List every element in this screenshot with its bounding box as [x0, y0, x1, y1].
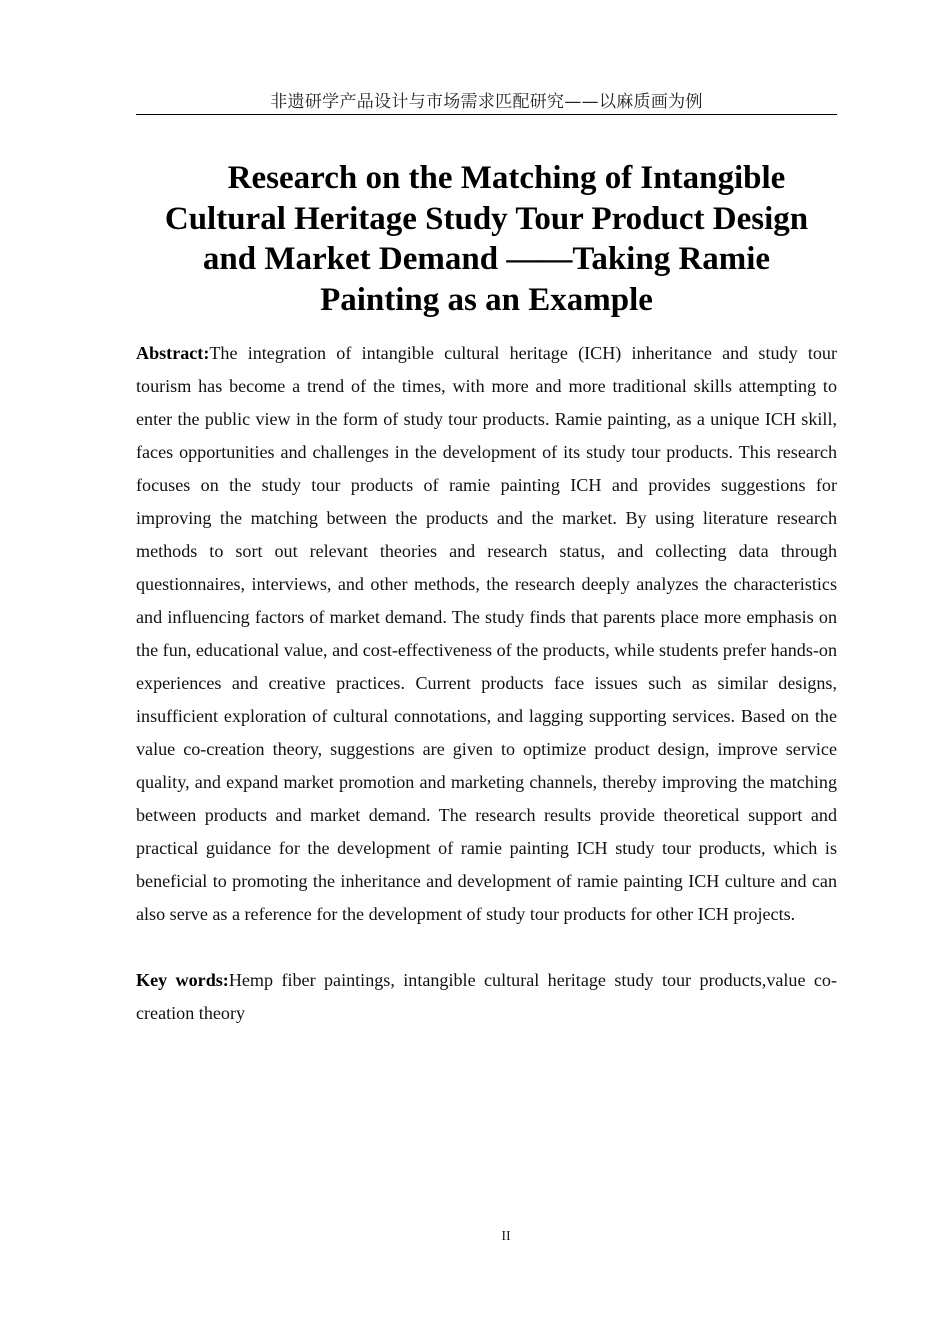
- abstract-label: Abstract:: [136, 343, 210, 363]
- title-line-2: Cultural Heritage Study Tour Product Design: [164, 200, 809, 237]
- paper-title: [136, 158, 837, 320]
- keywords-text: Hemp fiber paintings, intangible cultural heritage study tour products,value co-creation theory: [136, 970, 837, 1023]
- title-line-4: Painting as an Example: [320, 281, 653, 318]
- abstract-text: The integration of intangible cultural heritage (ICH) inheritance and study tour tourism has become a trend of the times, with more and more traditional skills attempting to enter the public view in the form of study tour products. Ramie painting, as a unique ICH skill, faces opportunities and challenges in the development of its study tour products. This research focuses on the study tour products of ramie painting ICH and provides suggestions for improving the matching between the products and the market. By using literature research methods to sort out relevant theories and research status, and collecting data through questionnaires, interviews, and other methods, the research deeply analyzes the characteristics and influencing factors of market demand. The study finds that parents place more emphasis on the fun, educational value, and cost-effectiveness of the products, while students prefer hands-on experiences and creative practices. Current products face issues such as similar designs, insufficient exploration of cultural connotations, and lagging supporting services. Based on the value co-creation theory, suggestions are given to optimize product design, improve service quality, and expand market promotion and marketing channels, thereby improving the matching between products and market demand. The research results provide theoretical support and practical guidance for the development of ramie painting ICH study tour products, which is beneficial to promoting the inheritance and development of ramie painting ICH culture and can also serve as a reference for the development of study tour products for other ICH projects.: [136, 343, 837, 924]
- keywords-label: Key words:: [136, 970, 229, 990]
- abstract-paragraph: [136, 337, 837, 931]
- running-header: 非遗研学产品设计与市场需求匹配研究——以麻质画为例: [136, 90, 837, 115]
- title-line-3: and Market Demand ——Taking Ramie: [202, 241, 771, 277]
- title-line-1: Research on the Matching of Intangible: [227, 160, 786, 196]
- keywords-paragraph: [136, 964, 837, 1030]
- page-number: II: [501, 1229, 511, 1244]
